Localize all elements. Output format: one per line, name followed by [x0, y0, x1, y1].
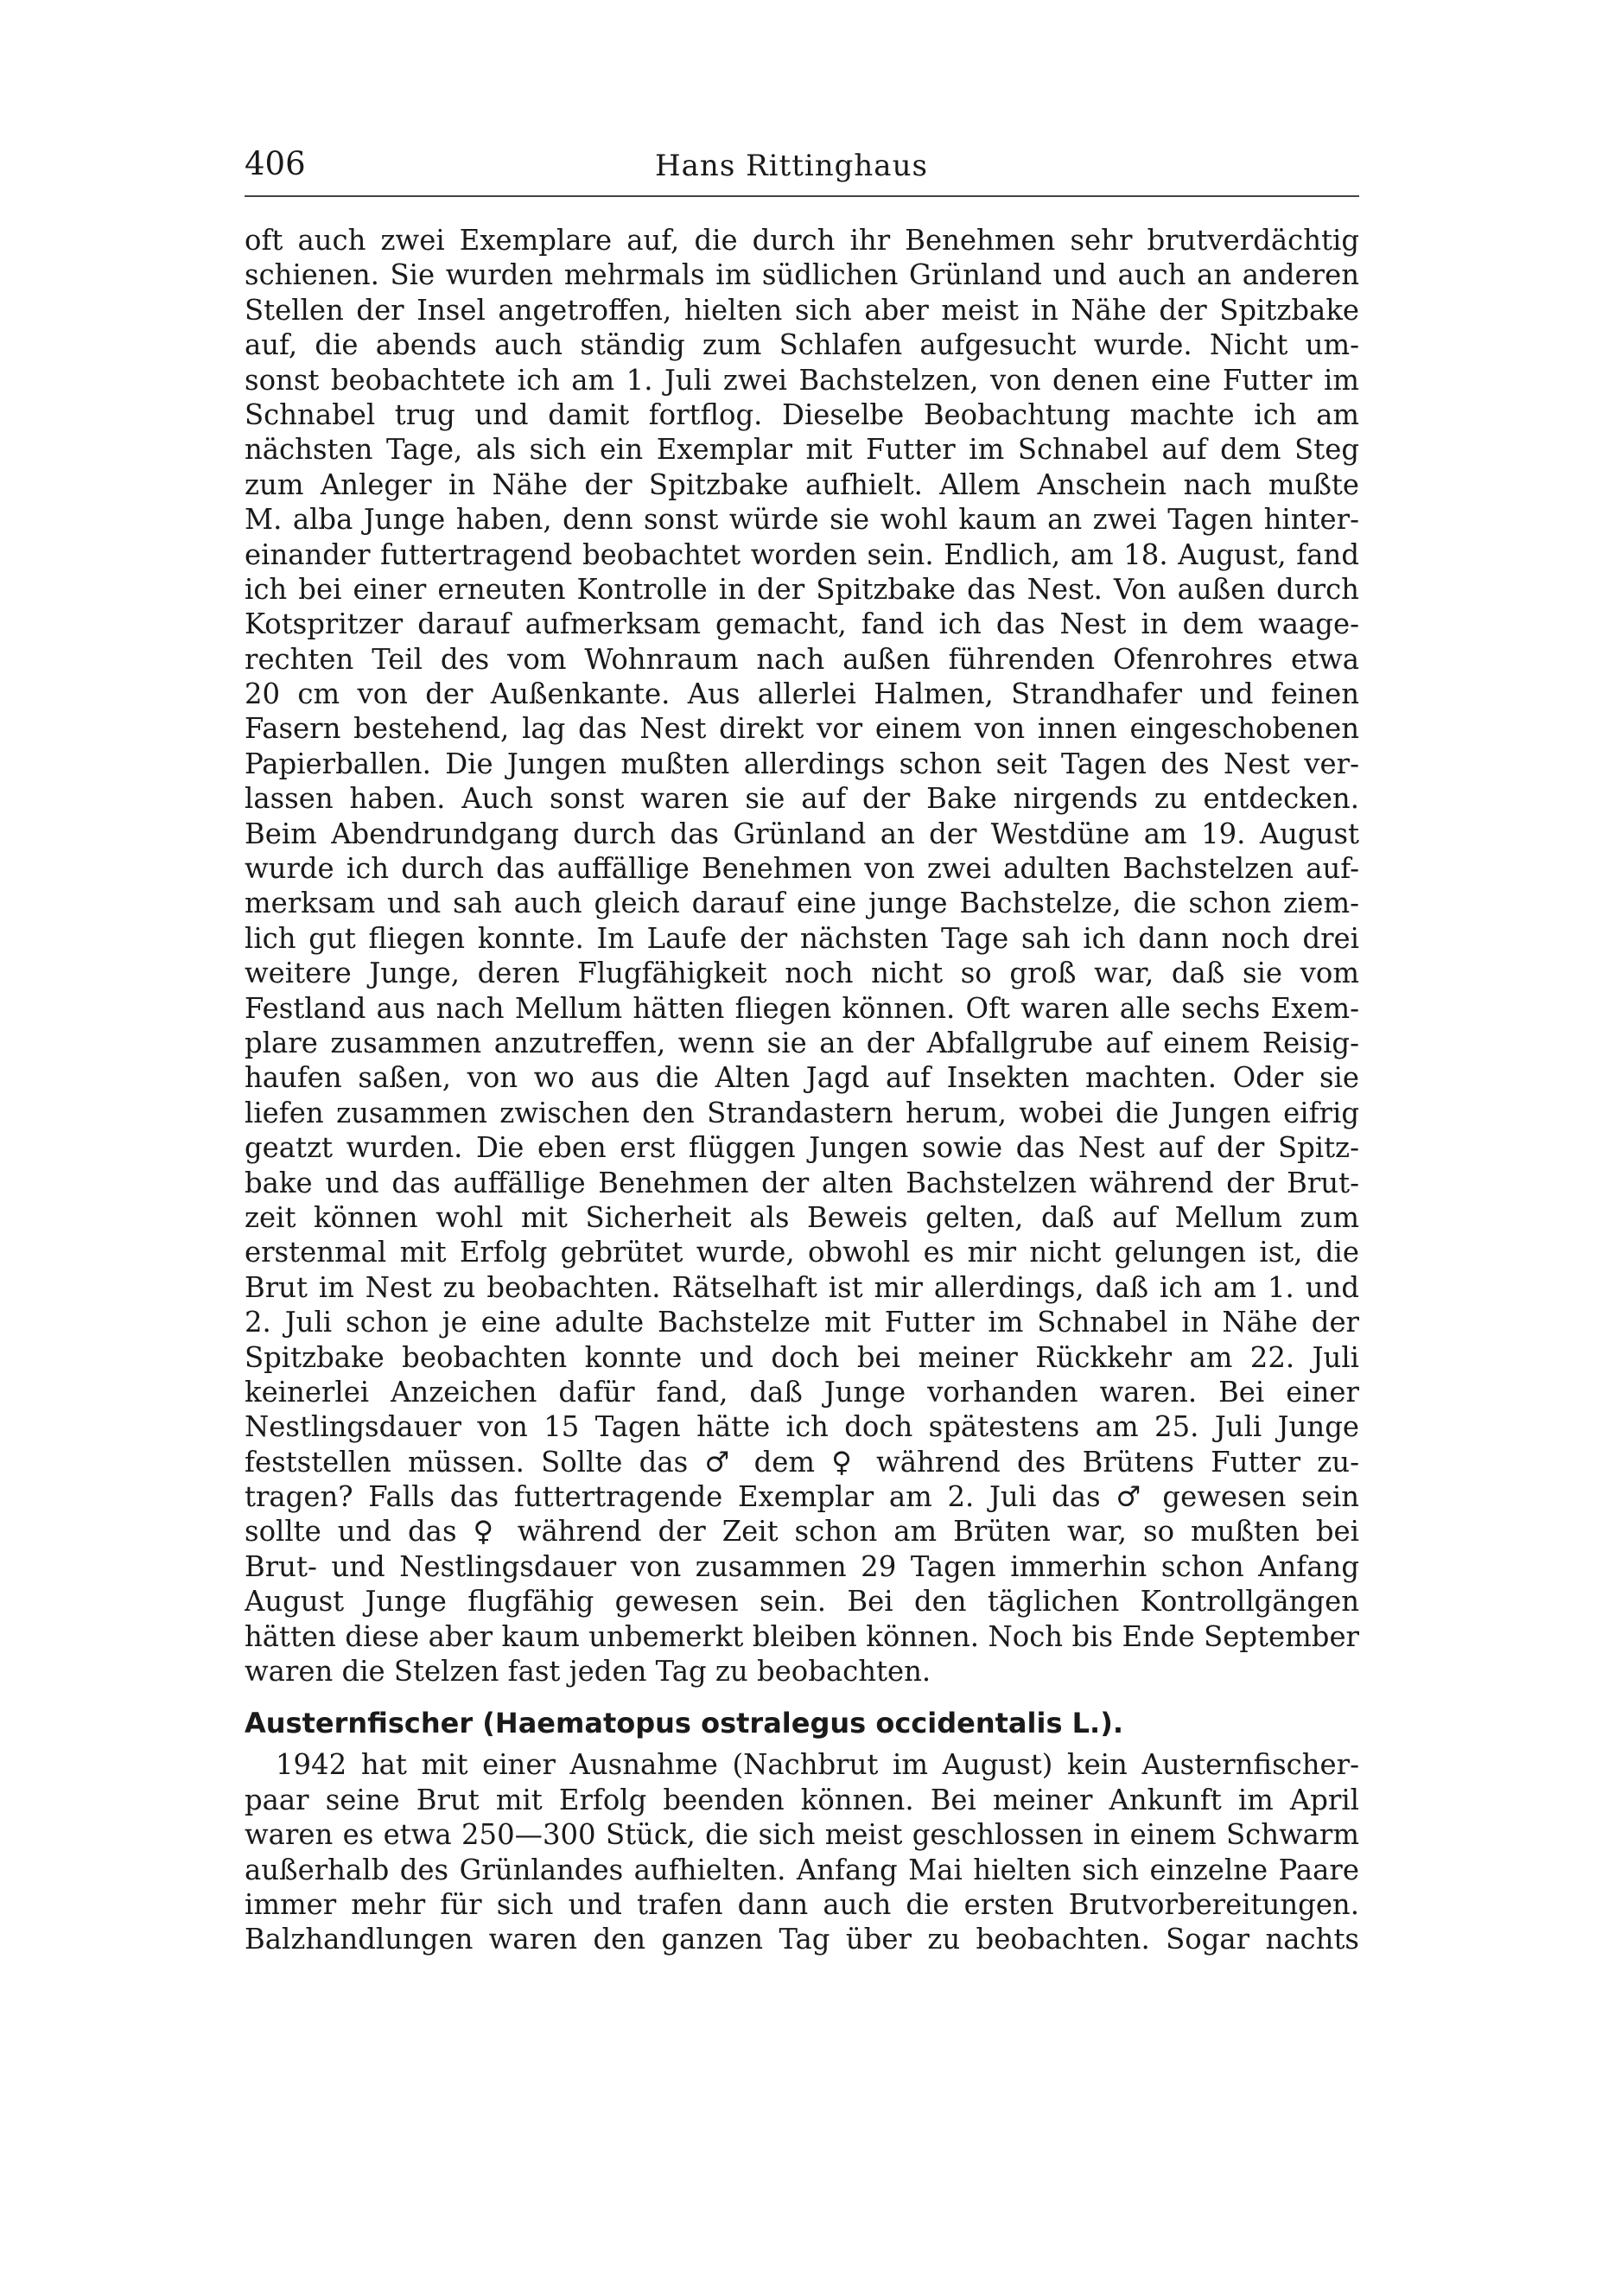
text-line: paar seine Brut mit Erfolg beenden können. Bei meiner Ankunft im April: [245, 1783, 1359, 1816]
text-line: Balzhandlungen waren den ganzen Tag über zu beobachten. Sogar nachts: [245, 1923, 1359, 1956]
body-text: [245, 223, 1359, 1957]
text-line: liefen zusammen zwischen den Strandastern herum, wobei die Jungen eifrig: [245, 1096, 1359, 1129]
text-line: immer mehr für sich und trafen dann auch die ersten Brutvorbereitungen.: [245, 1887, 1359, 1921]
paragraph-wagtail: [245, 223, 1359, 1689]
text-line: Kotspritzer darauf aufmerksam gemacht, fand ich das Nest in dem waage-: [245, 607, 1359, 641]
page-header: [245, 143, 1359, 194]
text-line: Festland aus nach Mellum hätten fliegen können. Oft waren alle sechs Exem-: [245, 991, 1359, 1025]
text-line: Stellen der Insel angetroffen, hielten sich aber meist in Nähe der Spitzbake: [245, 293, 1359, 327]
text-line: ich bei einer erneuten Kontrolle in der Spitzbake das Nest. Von außen durch: [245, 572, 1359, 606]
text-line: wurde ich durch das auffällige Benehmen von zwei adulten Bachstelzen auf-: [245, 852, 1359, 886]
page-number: 406: [245, 145, 306, 182]
text-line: waren es etwa 250—300 Stück, die sich meist geschlossen in einem Schwarm: [245, 1818, 1359, 1852]
text-line: hätten diese aber kaum unbemerkt bleiben können. Noch bis Ende September: [245, 1619, 1359, 1653]
running-head-author: Hans Rittinghaus: [655, 149, 928, 183]
text-line: waren die Stelzen fast jeden Tag zu beobachten.: [245, 1655, 931, 1689]
text-line: rechten Teil des vom Wohnraum nach außen führenden Ofenrohres etwa: [245, 642, 1359, 676]
section-heading: Austernfischer (Haematopus ostralegus occidentalis L.).: [245, 1707, 1123, 1740]
text-line: lassen haben. Auch sonst waren sie auf der Bake nirgends zu entdecken.: [245, 782, 1359, 816]
text-line: tragen? Falls das futtertragende Exemplar am 2. Juli das ♂ gewesen sein: [245, 1480, 1359, 1514]
text-line: auf, die abends auch ständig zum Schlafen aufgesucht wurde. Nicht um-: [245, 328, 1359, 362]
text-line: plare zusammen anzutreffen, wenn sie an der Abfallgrube auf einem Reisig-: [245, 1026, 1359, 1059]
text-line: nächsten Tage, als sich ein Exemplar mit Futter im Schnabel auf dem Steg: [245, 433, 1359, 467]
header-rule: [245, 195, 1359, 197]
text-line: Spitzbake beobachten konnte und doch bei meiner Rückkehr am 22. Juli: [245, 1340, 1359, 1374]
text-line: zeit können wohl mit Sicherheit als Beweis gelten, daß auf Mellum zum: [245, 1200, 1359, 1234]
text-line: 2. Juli schon je eine adulte Bachstelze mit Futter im Schnabel in Nähe der: [245, 1306, 1359, 1339]
text-line: merksam und sah auch gleich darauf eine junge Bachstelze, die schon ziem-: [245, 887, 1359, 920]
text-line: sollte und das ♀ während der Zeit schon am Brüten war, so mußten bei: [245, 1515, 1359, 1549]
text-line: weitere Junge, deren Flugfähigkeit noch nicht so groß war, daß sie vom: [245, 957, 1359, 990]
text-line: einander futtertragend beobachtet worden sein. Endlich, am 18. August, fand: [245, 537, 1359, 571]
paragraph-oystercatcher: [245, 1747, 1359, 1956]
text-line: Papierballen. Die Jungen mußten allerdings schon seit Tagen des Nest ver-: [245, 747, 1359, 780]
text-line: haufen saßen, von wo aus die Alten Jagd auf Insekten machten. Oder sie: [245, 1061, 1359, 1095]
text-line: keinerlei Anzeichen dafür fand, daß Junge vorhanden waren. Bei einer: [245, 1375, 1359, 1409]
text-line: Nestlingsdauer von 15 Tagen hätte ich doch spätestens am 25. Juli Junge: [245, 1410, 1359, 1444]
text-line: außerhalb des Grünlandes aufhielten. Anfang Mai hielten sich einzelne Paare: [245, 1853, 1359, 1886]
text-line: M. alba Junge haben, denn sonst würde sie wohl kaum an zwei Tagen hinter-: [245, 503, 1359, 537]
text-line: schienen. Sie wurden mehrmals im südlichen Grünland und auch an anderen: [245, 258, 1359, 292]
text-line: Fasern bestehend, lag das Nest direkt vor einem von innen eingeschobenen: [245, 712, 1359, 746]
text-line: feststellen müssen. Sollte das ♂ dem ♀ während des Brütens Futter zu-: [245, 1445, 1359, 1479]
text-line: 20 cm von der Außenkante. Aus allerlei Halmen, Strandhafer und feinen: [245, 677, 1359, 711]
text-line: geatzt wurden. Die eben erst flüggen Jungen sowie das Nest auf der Spitz-: [245, 1131, 1359, 1165]
text-line: Brut- und Nestlingsdauer von zusammen 29 Tagen immerhin schon Anfang: [245, 1549, 1359, 1583]
text-line: oft auch zwei Exemplare auf, die durch ihr Benehmen sehr brutverdächtig: [245, 224, 1359, 257]
text-line: erstenmal mit Erfolg gebrütet wurde, obwohl es mir nicht gelungen ist, die: [245, 1236, 1359, 1269]
text-line: Brut im Nest zu beobachten. Rätselhaft ist mir allerdings, daß ich am 1. und: [245, 1270, 1359, 1304]
text-line: August Junge flugfähig gewesen sein. Bei den täglichen Kontrollgängen: [245, 1585, 1359, 1619]
text-line: Schnabel trug und damit fortflog. Dieselbe Beobachtung machte ich am: [245, 398, 1359, 431]
text-line: bake und das auffällige Benehmen der alten Bachstelzen während der Brut-: [245, 1166, 1359, 1199]
text-line: 1942 hat mit einer Ausnahme (Nachbrut im August) kein Austernfischer-: [276, 1748, 1359, 1782]
text-line: Beim Abendrundgang durch das Grünland an der Westdüne am 19. August: [245, 817, 1359, 850]
text-line: sonst beobachtete ich am 1. Juli zwei Bachstelzen, von denen eine Futter im: [245, 363, 1359, 397]
text-line: zum Anleger in Nähe der Spitzbake aufhielt. Allem Anschein nach mußte: [245, 467, 1359, 501]
text-line: lich gut fliegen konnte. Im Laufe der nächsten Tage sah ich dann noch drei: [245, 921, 1359, 955]
